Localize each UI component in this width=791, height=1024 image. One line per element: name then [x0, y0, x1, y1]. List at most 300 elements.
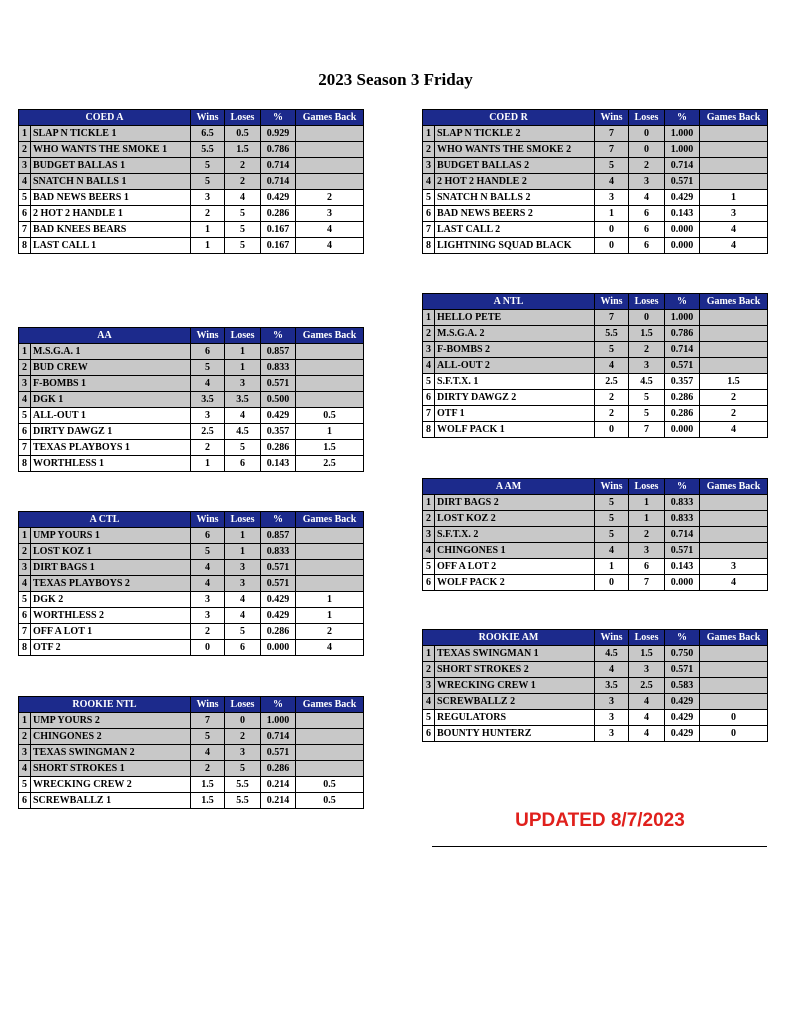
- rank-cell: 7: [19, 624, 31, 640]
- wins-cell: 5: [595, 527, 629, 543]
- rank-cell: 2: [423, 326, 435, 342]
- table-row: [423, 406, 768, 422]
- games-back-cell: 0: [700, 726, 768, 742]
- wins-cell: 7: [595, 142, 629, 158]
- pct-cell: 0.571: [665, 358, 700, 374]
- wins-cell: 5: [191, 544, 225, 560]
- division-name: ROOKIE AM: [423, 630, 595, 646]
- pct-cell: 0.571: [261, 560, 296, 576]
- wins-cell: 3: [595, 190, 629, 206]
- pct-cell: 0.357: [261, 424, 296, 440]
- loses-cell: 5: [225, 206, 261, 222]
- pct-cell: 0.786: [665, 326, 700, 342]
- table-row: [19, 713, 364, 729]
- team-name-cell: SNATCH N BALLS 1: [31, 174, 191, 190]
- table-row: [19, 777, 364, 793]
- games-back-cell: 1: [296, 592, 364, 608]
- loses-cell: 2: [225, 174, 261, 190]
- games-back-cell: 3: [700, 559, 768, 575]
- rank-cell: 2: [423, 511, 435, 527]
- rank-cell: 6: [19, 206, 31, 222]
- pct-cell: 0.429: [261, 190, 296, 206]
- division-name: A AM: [423, 479, 595, 495]
- wins-cell: 7: [595, 126, 629, 142]
- table-row: [19, 142, 364, 158]
- team-name-cell: OTF 2: [31, 640, 191, 656]
- wins-cell: 1.5: [191, 777, 225, 793]
- division-name: COED R: [423, 110, 595, 126]
- games-back-cell: [700, 495, 768, 511]
- wins-cell: 5: [595, 342, 629, 358]
- team-name-cell: DIRT BAGS 1: [31, 560, 191, 576]
- team-name-cell: SCREWBALLZ 2: [435, 694, 595, 710]
- games-back-cell: [296, 142, 364, 158]
- team-name-cell: WRECKING CREW 1: [435, 678, 595, 694]
- team-name-cell: UMP YOURS 1: [31, 528, 191, 544]
- table-row: [423, 310, 768, 326]
- table-row: [423, 374, 768, 390]
- loses-header: Loses: [225, 697, 261, 713]
- table-row: [19, 126, 364, 142]
- pct-cell: 0.714: [665, 342, 700, 358]
- rank-cell: 4: [423, 358, 435, 374]
- pct-cell: 0.429: [665, 190, 700, 206]
- loses-cell: 5.5: [225, 793, 261, 809]
- loses-cell: 5: [225, 222, 261, 238]
- pct-cell: 0.750: [665, 646, 700, 662]
- rank-cell: 7: [19, 440, 31, 456]
- team-name-cell: F-BOMBS 1: [31, 376, 191, 392]
- wins-header: Wins: [595, 294, 629, 310]
- pct-cell: 0.714: [261, 729, 296, 745]
- pct-cell: 0.000: [665, 575, 700, 591]
- pct-header: %: [665, 479, 700, 495]
- games-back-cell: 4: [296, 222, 364, 238]
- games-back-cell: [296, 713, 364, 729]
- team-name-cell: S.F.T.X. 1: [435, 374, 595, 390]
- table-row: [19, 576, 364, 592]
- wins-header: Wins: [191, 110, 225, 126]
- games-back-cell: 1: [700, 190, 768, 206]
- table-row: [19, 761, 364, 777]
- rank-cell: 3: [423, 158, 435, 174]
- team-name-cell: LAST CALL 2: [435, 222, 595, 238]
- wins-header: Wins: [191, 697, 225, 713]
- wins-cell: 4.5: [595, 646, 629, 662]
- games-back-cell: [700, 158, 768, 174]
- rank-cell: 2: [423, 662, 435, 678]
- pct-cell: 0.167: [261, 222, 296, 238]
- loses-cell: 5: [225, 238, 261, 254]
- table-row: [423, 158, 768, 174]
- pct-cell: 0.583: [665, 678, 700, 694]
- rank-cell: 3: [19, 158, 31, 174]
- wins-cell: 7: [595, 310, 629, 326]
- table-row: [19, 440, 364, 456]
- pct-cell: 1.000: [665, 310, 700, 326]
- updated-date: UPDATED 8/7/2023: [515, 810, 685, 831]
- team-name-cell: LOST KOZ 2: [435, 511, 595, 527]
- loses-cell: 1: [225, 528, 261, 544]
- wins-cell: 4: [595, 174, 629, 190]
- pct-cell: 1.000: [261, 713, 296, 729]
- pct-cell: 0.429: [261, 592, 296, 608]
- wins-header: Wins: [595, 479, 629, 495]
- games-back-cell: [700, 543, 768, 559]
- table-row: [423, 342, 768, 358]
- table-row: [19, 238, 364, 254]
- table-row: [19, 544, 364, 560]
- team-name-cell: TEXAS SWINGMAN 1: [435, 646, 595, 662]
- games-back-cell: [296, 126, 364, 142]
- wins-cell: 4: [595, 358, 629, 374]
- games-back-cell: 4: [296, 238, 364, 254]
- pct-header: %: [261, 697, 296, 713]
- pct-cell: 0.571: [665, 174, 700, 190]
- loses-cell: 2: [629, 527, 665, 543]
- table-row: [19, 729, 364, 745]
- wins-cell: 1: [191, 238, 225, 254]
- wins-cell: 1: [191, 456, 225, 472]
- rank-cell: 1: [423, 310, 435, 326]
- team-name-cell: S.F.T.X. 2: [435, 527, 595, 543]
- rank-cell: 8: [19, 238, 31, 254]
- rank-cell: 5: [19, 777, 31, 793]
- team-name-cell: 2 HOT 2 HANDLE 1: [31, 206, 191, 222]
- pct-cell: 0.857: [261, 344, 296, 360]
- loses-cell: 6: [225, 456, 261, 472]
- pct-cell: 1.000: [665, 142, 700, 158]
- wins-cell: 5: [191, 729, 225, 745]
- wins-cell: 6: [191, 528, 225, 544]
- loses-cell: 1.5: [629, 326, 665, 342]
- wins-cell: 5.5: [595, 326, 629, 342]
- games-back-cell: 2: [700, 390, 768, 406]
- rank-cell: 8: [423, 238, 435, 254]
- pct-cell: 0.833: [261, 360, 296, 376]
- wins-cell: 5.5: [191, 142, 225, 158]
- games-back-cell: [700, 527, 768, 543]
- pct-cell: 0.000: [665, 422, 700, 438]
- team-name-cell: SLAP N TICKLE 2: [435, 126, 595, 142]
- rank-cell: 4: [19, 761, 31, 777]
- games-back-cell: 1.5: [296, 440, 364, 456]
- games-back-cell: 2: [296, 190, 364, 206]
- rank-cell: 3: [19, 376, 31, 392]
- wins-header: Wins: [191, 328, 225, 344]
- loses-cell: 3.5: [225, 392, 261, 408]
- loses-cell: 1: [629, 495, 665, 511]
- rank-cell: 5: [423, 710, 435, 726]
- wins-cell: 3: [191, 408, 225, 424]
- rank-cell: 6: [423, 206, 435, 222]
- loses-cell: 4: [225, 592, 261, 608]
- rank-cell: 2: [19, 729, 31, 745]
- loses-header: Loses: [629, 479, 665, 495]
- team-name-cell: WORTHLESS 1: [31, 456, 191, 472]
- table-row: [423, 174, 768, 190]
- games-back-cell: 0.5: [296, 793, 364, 809]
- loses-cell: 7: [629, 422, 665, 438]
- table-row: [423, 662, 768, 678]
- rank-cell: 5: [19, 408, 31, 424]
- wins-cell: 4: [191, 560, 225, 576]
- signature-line: [432, 846, 767, 847]
- pct-cell: 0.833: [261, 544, 296, 560]
- pct-cell: 0.500: [261, 392, 296, 408]
- wins-cell: 5: [191, 158, 225, 174]
- loses-cell: 4: [225, 408, 261, 424]
- games-back-cell: 4: [296, 640, 364, 656]
- pct-cell: 0.786: [261, 142, 296, 158]
- games-back-cell: [700, 678, 768, 694]
- pct-cell: 0.929: [261, 126, 296, 142]
- wins-cell: 0: [595, 422, 629, 438]
- rank-cell: 6: [19, 793, 31, 809]
- wins-cell: 5: [595, 511, 629, 527]
- games-back-cell: [296, 344, 364, 360]
- team-name-cell: ALL-OUT 1: [31, 408, 191, 424]
- loses-cell: 4: [629, 190, 665, 206]
- table-row: [19, 640, 364, 656]
- team-name-cell: SHORT STROKES 2: [435, 662, 595, 678]
- rank-cell: 5: [423, 374, 435, 390]
- team-name-cell: OFF A LOT 2: [435, 559, 595, 575]
- loses-cell: 5: [629, 390, 665, 406]
- loses-header: Loses: [225, 110, 261, 126]
- division-name: ROOKIE NTL: [19, 697, 191, 713]
- table-row: [19, 222, 364, 238]
- table-row: [423, 190, 768, 206]
- loses-cell: 3: [629, 662, 665, 678]
- pct-cell: 0.286: [261, 624, 296, 640]
- pct-header: %: [261, 328, 296, 344]
- table-row: [423, 142, 768, 158]
- loses-cell: 3: [225, 376, 261, 392]
- division-name: AA: [19, 328, 191, 344]
- games-back-cell: 3: [296, 206, 364, 222]
- wins-cell: 0: [595, 575, 629, 591]
- loses-cell: 4: [629, 726, 665, 742]
- rank-cell: 3: [423, 527, 435, 543]
- loses-cell: 6: [629, 559, 665, 575]
- team-name-cell: BUDGET BALLAS 1: [31, 158, 191, 174]
- wins-cell: 5: [191, 174, 225, 190]
- rank-cell: 2: [19, 544, 31, 560]
- standings-table-a-am: [422, 478, 768, 591]
- table-row: [19, 360, 364, 376]
- games-back-header: Games Back: [700, 630, 768, 646]
- team-name-cell: WOLF PACK 1: [435, 422, 595, 438]
- pct-cell: 0.571: [261, 745, 296, 761]
- pct-cell: 0.214: [261, 793, 296, 809]
- loses-cell: 6: [225, 640, 261, 656]
- table-row: [19, 408, 364, 424]
- rank-cell: 1: [19, 344, 31, 360]
- team-name-cell: SHORT STROKES 1: [31, 761, 191, 777]
- loses-cell: 3: [225, 576, 261, 592]
- wins-cell: 5: [595, 495, 629, 511]
- rank-cell: 5: [19, 190, 31, 206]
- loses-cell: 6: [629, 222, 665, 238]
- table-row: [423, 646, 768, 662]
- rank-cell: 4: [19, 576, 31, 592]
- table-row: [423, 206, 768, 222]
- pct-cell: 0.143: [665, 559, 700, 575]
- rank-cell: 3: [19, 745, 31, 761]
- wins-cell: 2: [595, 390, 629, 406]
- loses-cell: 2: [225, 158, 261, 174]
- rank-cell: 1: [19, 713, 31, 729]
- table-row: [423, 726, 768, 742]
- pct-cell: 0.286: [261, 206, 296, 222]
- pct-cell: 0.714: [665, 527, 700, 543]
- loses-cell: 3: [629, 174, 665, 190]
- loses-cell: 3: [225, 745, 261, 761]
- pct-cell: 0.357: [665, 374, 700, 390]
- header-row: [423, 110, 768, 126]
- team-name-cell: SNATCH N BALLS 2: [435, 190, 595, 206]
- games-back-cell: 1: [296, 608, 364, 624]
- games-back-cell: [700, 511, 768, 527]
- table-row: [423, 710, 768, 726]
- loses-header: Loses: [629, 294, 665, 310]
- team-name-cell: WHO WANTS THE SMOKE 1: [31, 142, 191, 158]
- loses-cell: 1: [629, 511, 665, 527]
- games-back-header: Games Back: [296, 512, 364, 528]
- standings-table-aa: [18, 327, 364, 472]
- rank-cell: 6: [423, 575, 435, 591]
- pct-cell: 0.429: [665, 726, 700, 742]
- rank-cell: 8: [19, 640, 31, 656]
- games-back-cell: [296, 376, 364, 392]
- header-row: [423, 630, 768, 646]
- table-row: [19, 206, 364, 222]
- games-back-cell: [700, 358, 768, 374]
- table-row: [423, 390, 768, 406]
- team-name-cell: ALL-OUT 2: [435, 358, 595, 374]
- table-row: [423, 575, 768, 591]
- games-back-header: Games Back: [700, 294, 768, 310]
- team-name-cell: CHINGONES 2: [31, 729, 191, 745]
- team-name-cell: M.S.G.A. 2: [435, 326, 595, 342]
- pct-cell: 0.000: [261, 640, 296, 656]
- rank-cell: 4: [19, 174, 31, 190]
- team-name-cell: BAD NEWS BEERS 1: [31, 190, 191, 206]
- header-row: [19, 512, 364, 528]
- wins-cell: 3: [191, 592, 225, 608]
- table-row: [19, 158, 364, 174]
- loses-cell: 5.5: [225, 777, 261, 793]
- table-row: [423, 326, 768, 342]
- rank-cell: 6: [423, 390, 435, 406]
- games-back-cell: [296, 360, 364, 376]
- team-name-cell: WRECKING CREW 2: [31, 777, 191, 793]
- table-row: [19, 456, 364, 472]
- games-back-cell: 2: [296, 624, 364, 640]
- table-row: [19, 376, 364, 392]
- games-back-cell: [296, 761, 364, 777]
- loses-cell: 4: [225, 190, 261, 206]
- games-back-cell: [700, 310, 768, 326]
- wins-cell: 0: [191, 640, 225, 656]
- pct-cell: 0.000: [665, 222, 700, 238]
- wins-cell: 4: [595, 662, 629, 678]
- table-row: [19, 745, 364, 761]
- loses-cell: 1: [225, 360, 261, 376]
- table-row: [423, 527, 768, 543]
- wins-cell: 3: [595, 710, 629, 726]
- games-back-cell: 0: [700, 710, 768, 726]
- loses-cell: 0.5: [225, 126, 261, 142]
- pct-cell: 0.833: [665, 511, 700, 527]
- rank-cell: 3: [423, 342, 435, 358]
- loses-cell: 1.5: [225, 142, 261, 158]
- games-back-cell: [700, 646, 768, 662]
- table-row: [19, 560, 364, 576]
- games-back-cell: [700, 342, 768, 358]
- games-back-cell: [700, 174, 768, 190]
- pct-header: %: [665, 630, 700, 646]
- wins-cell: 3.5: [191, 392, 225, 408]
- header-row: [19, 110, 364, 126]
- team-name-cell: CHINGONES 1: [435, 543, 595, 559]
- games-back-cell: [700, 126, 768, 142]
- games-back-cell: 0.5: [296, 408, 364, 424]
- header-row: [19, 697, 364, 713]
- rank-cell: 7: [423, 406, 435, 422]
- pct-cell: 0.143: [665, 206, 700, 222]
- rank-cell: 4: [19, 392, 31, 408]
- table-row: [19, 608, 364, 624]
- rank-cell: 3: [423, 678, 435, 694]
- pct-header: %: [261, 512, 296, 528]
- wins-cell: 6.5: [191, 126, 225, 142]
- pct-cell: 0.143: [261, 456, 296, 472]
- pct-cell: 0.571: [261, 576, 296, 592]
- pct-cell: 0.286: [665, 406, 700, 422]
- rank-cell: 2: [19, 360, 31, 376]
- team-name-cell: OFF A LOT 1: [31, 624, 191, 640]
- wins-cell: 3.5: [595, 678, 629, 694]
- loses-cell: 5: [225, 761, 261, 777]
- team-name-cell: TEXAS SWINGMAN 2: [31, 745, 191, 761]
- pct-header: %: [665, 110, 700, 126]
- loses-cell: 5: [225, 440, 261, 456]
- games-back-cell: [296, 745, 364, 761]
- loses-cell: 3: [225, 560, 261, 576]
- pct-header: %: [665, 294, 700, 310]
- table-row: [19, 392, 364, 408]
- pct-header: %: [261, 110, 296, 126]
- games-back-header: Games Back: [296, 328, 364, 344]
- table-row: [423, 543, 768, 559]
- table-row: [423, 559, 768, 575]
- games-back-cell: 1.5: [700, 374, 768, 390]
- loses-cell: 4.5: [225, 424, 261, 440]
- pct-cell: 0.286: [261, 761, 296, 777]
- games-back-cell: [296, 528, 364, 544]
- pct-cell: 1.000: [665, 126, 700, 142]
- rank-cell: 3: [19, 560, 31, 576]
- wins-cell: 0: [595, 222, 629, 238]
- loses-cell: 1: [225, 344, 261, 360]
- team-name-cell: BUDGET BALLAS 2: [435, 158, 595, 174]
- wins-cell: 2.5: [191, 424, 225, 440]
- table-row: [19, 174, 364, 190]
- loses-header: Loses: [225, 328, 261, 344]
- wins-cell: 7: [191, 713, 225, 729]
